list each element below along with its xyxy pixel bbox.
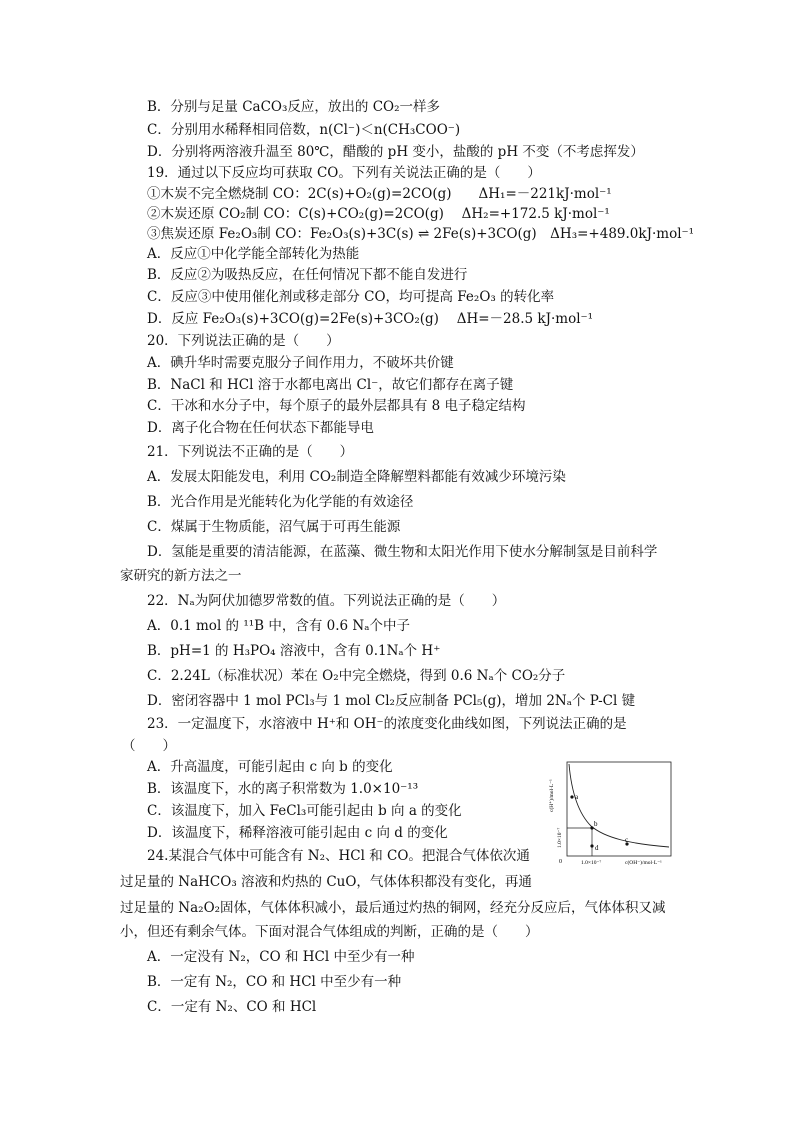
point-label-b: b [594,820,598,828]
text-line-l14: B．NaCl 和 HCl 溶于水都电离出 Cl⁻，故它们都存在离子键 [147,377,514,393]
text-line-l38: A．一定没有 N₂，CO 和 HCl 中至少有一种 [147,949,415,965]
text-line-l27: D．密闭容器中 1 mol PCl₃与 1 mol Cl₂反应制备 PCl₅(g)，增加 2Nₐ个 P-Cl 键 [147,693,636,709]
text-line-l22: 家研究的新方法之一 [120,568,242,584]
text-line-l21: D．氢能是重要的清洁能源，在蓝藻、微生物和太阳光作用下使水分解制氢是目前科学 [147,544,658,560]
text-line-l23: 22．Nₐ为阿伏加德罗常数的值。下列说法正确的是（ ） [147,593,506,609]
text-line-l08: A．反应①中化学能全部转化为热能 [147,246,360,262]
text-line-l20: C．煤属于生物质能，沼气属于可再生能源 [147,519,401,535]
text-line-l31: B．该温度下，水的离子积常数为 1.0×10⁻¹³ [147,781,419,797]
text-line-l02: C．分别用水稀释相同倍数，n(Cl⁻)＜n(CH₃COO⁻) [147,122,461,138]
text-line-l09: B．反应②为吸热反应，在任何情况下都不能自发进行 [147,267,468,283]
text-line-l37: 小，但还有剩余气体。下面对混合气体组成的判断，正确的是（ ） [120,924,539,940]
text-line-l33: D．该温度下，稀释溶液可能引起由 c 向 d 的变化 [147,825,448,841]
text-line-l01: B．分别与足量 CaCO₃反应，放出的 CO₂一样多 [147,99,440,115]
x-axis-label: c(OH⁻)/mol·L⁻¹ [625,860,662,866]
text-line-l26: C．2.24L（标准状况）苯在 O₂中完全燃烧，得到 0.6 Nₐ个 CO₂分子 [147,668,566,684]
text-line-l40: C．一定有 N₂、CO 和 HCl [147,999,317,1015]
text-line-l24: A．0.1 mol 的 ¹¹B 中，含有 0.6 Nₐ个中子 [147,618,410,634]
text-line-l04: 19．通过以下反应均可获取 CO。下列有关说法正确的是（ ） [147,165,541,181]
ion-concentration-figure [545,758,675,868]
point-a [570,795,573,798]
text-line-l06: ②木炭还原 CO₂制 CO：C(s)+CO₂(g)=2CO(g) ΔH₂=+172.5 kJ·mol⁻¹ [147,206,610,222]
text-line-l11: D．反应 Fe₂O₃(s)+3CO(g)=2Fe(s)+3CO₂(g) ΔH=－28.5 kJ·mol⁻¹ [147,311,594,327]
text-line-l29: （ ） [122,738,176,754]
text-line-l35: 过足量的 NaHCO₃ 溶液和灼热的 CuO，气体体积都没有变化，再通 [120,874,532,890]
point-d [590,844,593,847]
y-axis-label: c(H⁺)/mol·L⁻¹ [549,779,555,812]
text-line-l18: A．发展太阳能发电，利用 CO₂制造全降解塑料都能有效减少环境污染 [147,469,566,485]
text-line-l10: C．反应③中使用催化剂或移走部分 CO，均可提高 Fe₂O₃ 的转化率 [147,289,555,305]
text-line-l32: C．该温度下，加入 FeCl₃可能引起由 b 向 a 的变化 [147,803,462,819]
x-tick-label: 1.0×10⁻⁷ [581,860,602,866]
text-line-l13: A．碘升华时需要克服分子间作用力，不破坏共价键 [147,355,454,371]
figure-curve [569,764,669,847]
text-line-l07: ③焦炭还原 Fe₂O₃制 CO：Fe₂O₃(s)+3C(s) ⇌ 2Fe(s)+3CO(g) ΔH₃=+489.0kJ·mol⁻¹ [147,226,695,242]
text-line-l36: 过足量的 Na₂O₂固体，气体体积减小，最后通过灼热的铜网，经充分反应后，气体体积又减 [120,900,666,916]
text-line-l28: 23．一定温度下，水溶液中 H⁺和 OH⁻的浓度变化曲线如图，下列说法正确的是 [147,716,627,732]
text-line-l15: C．干冰和水分子中，每个原子的最外层都具有 8 电子稳定结构 [147,398,526,414]
text-line-l30: A．升高温度，可能引起由 c 向 b 的变化 [147,759,393,775]
text-line-l34: 24.某混合气体中可能含有 N₂、HCl 和 CO。把混合气体依次通 [147,848,530,864]
text-line-l05: ①木炭不完全燃烧制 CO：2C(s)+O₂(g)=2CO(g) ΔH₁=－221kJ·mol⁻¹ [147,186,612,202]
figure-frame [567,762,671,856]
origin-label: 0 [559,859,562,865]
point-label-c: c [625,836,629,844]
text-line-l25: B．pH=1 的 H₃PO₄ 溶液中，含有 0.1Nₐ个 H⁺ [147,643,441,659]
text-line-l16: D．离子化合物在任何状态下都能导电 [147,420,374,436]
point-label-d: d [595,844,599,852]
text-line-l12: 20．下列说法正确的是（ ） [147,333,340,349]
text-line-l39: B．一定有 N₂，CO 和 HCl 中至少有一种 [147,974,402,990]
point-label-a: a [575,793,579,801]
text-line-l17: 21．下列说法不正确的是（ ） [147,444,354,460]
text-line-l19: B．光合作用是光能转化为化学能的有效途径 [147,494,414,510]
y-tick-label: 1.0×10⁻⁷ [557,827,563,848]
text-line-l03: D．分别将两溶液升温至 80℃，醋酸的 pH 变小，盐酸的 pH 不变（不考虑挥发） [147,144,644,160]
